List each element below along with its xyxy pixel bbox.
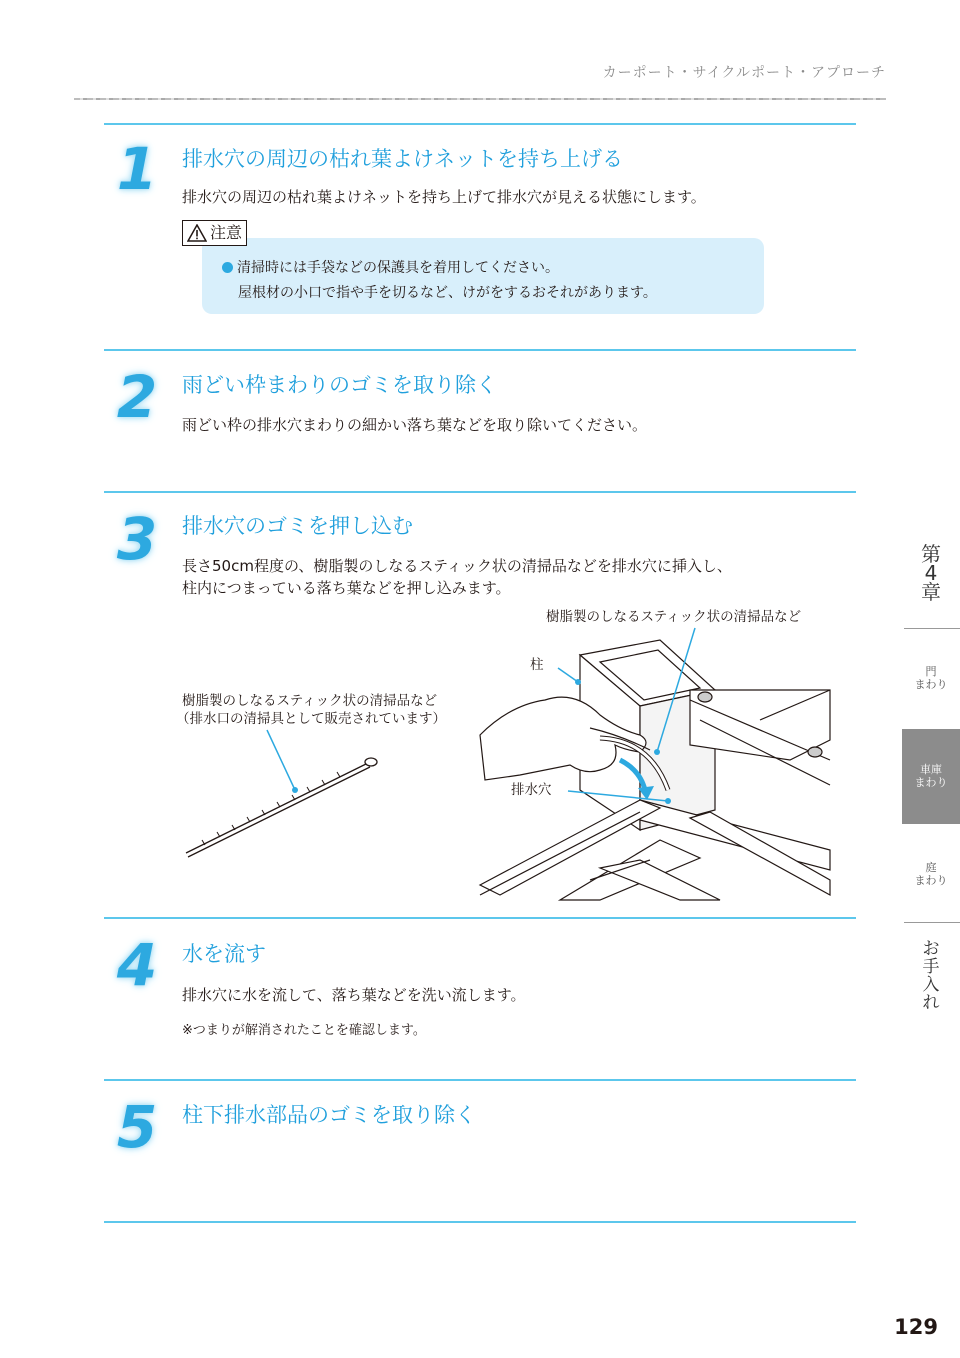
step-5-rule [104, 1079, 856, 1081]
step-1-text: 排水穴の周辺の枯れ葉よけネットを持ち上げて排水穴が見える状態にします。 [182, 188, 706, 206]
step-2-number: 2 [116, 363, 158, 431]
step-1-title: 排水穴の周辺の枯れ葉よけネットを持ち上げる [182, 147, 623, 171]
step-4-note: ※つまりが解消されたことを確認します。 [182, 1023, 426, 1038]
step-3-number: 3 [116, 505, 158, 573]
figure-label-stick-left-2: （排水口の清掃具として販売されています） [176, 711, 446, 727]
step-5-title: 柱下排水部品のゴミを取り除く [182, 1103, 476, 1127]
step-4-title: 水を流す [182, 942, 266, 966]
tab-maintenance[interactable]: お 手 入 れ [922, 939, 940, 1013]
caution-line-2: 屋根材の小口で指や手を切るなど、けがをするおそれがあります。 [238, 285, 657, 301]
tab-garden[interactable]: 庭 まわり [914, 861, 948, 887]
tab-garage-active[interactable]: 車庫 まわり [902, 729, 960, 824]
step-3-title: 排水穴のゴミを押し込む [182, 514, 413, 538]
chapter-marker: 第 4 章 [921, 542, 941, 604]
stick-tool-illustration [186, 758, 377, 857]
figure-label-pillar: 柱 [530, 657, 544, 673]
step-4-rule [104, 917, 856, 919]
step-3-text-2: 柱内につまっている落ち葉などを押し込みます。 [182, 579, 511, 597]
page-number: 129 [894, 1315, 938, 1339]
step-1-number: 1 [116, 135, 158, 203]
figure-label-stick-top: 樹脂製のしなるスティック状の清掃品など [546, 609, 802, 625]
running-header: カーポート・サイクルポート・アプローチ [602, 65, 886, 81]
leader-line-pillar [558, 668, 578, 682]
step-2-text: 雨どい枠の排水穴まわりの細かい落ち葉などを取り除いてください。 [182, 416, 648, 434]
figure-label-drain-hole: 排水穴 [511, 782, 552, 798]
caution-label-text: 注意 [210, 223, 243, 242]
step-4-number: 4 [116, 931, 158, 999]
tab-gate[interactable]: 門 まわり [914, 665, 948, 691]
step-3-text-1: 長さ50cm程度の、樹脂製のしなるスティック状の清掃品などを排水穴に挿入し、 [182, 557, 732, 575]
leader-line-stick-left [267, 730, 295, 790]
step-5-number: 5 [116, 1093, 158, 1161]
step-4-text: 排水穴に水を流して、落ち葉などを洗い流します。 [182, 986, 526, 1004]
figure-label-stick-left-1: 樹脂製のしなるスティック状の清掃品など [182, 693, 438, 709]
bottom-rule [104, 1221, 856, 1223]
step-2-title: 雨どい枠まわりのゴミを取り除く [182, 373, 497, 397]
caution-line-1-text: 清掃時には手袋などの保護具を着用してください。 [237, 260, 559, 276]
